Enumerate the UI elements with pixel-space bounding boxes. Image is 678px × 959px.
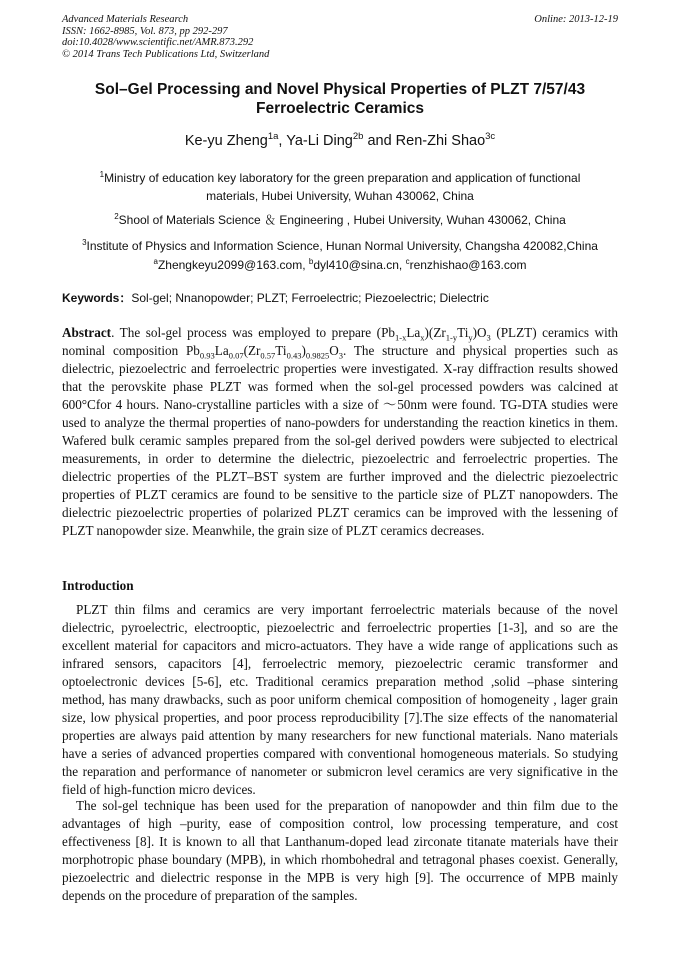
keywords-text: Sol-gel; Nnanopowder; PLZT; Ferroelectric; Piezoelectric; Dielectric (131, 291, 489, 305)
subscript: 1-y (445, 332, 458, 343)
email-a: Zhengkeyu2099@163.com, (157, 258, 309, 272)
author-separator: and (363, 132, 396, 149)
abstract-text: La (214, 343, 229, 358)
author-2: Ya-Li Ding (286, 132, 353, 149)
affiliation-3-marker: 3 (82, 238, 87, 247)
abstract-label: Abstract (62, 325, 112, 340)
affiliation-3 (62, 234, 618, 255)
author-1-marker: 1a (267, 131, 279, 142)
abstract-text: )(Zr (424, 325, 446, 340)
subscript: 0.07 (228, 350, 244, 361)
subscript: x (420, 332, 425, 343)
journal-doi: doi:10.4028/www.scientific.net/AMR.873.292 (62, 37, 254, 48)
abstract-text: . The structure and physical properties such as dielectric, piezoelectric and ferroelectric properties were investigated. X-ray diffraction results showed that the perovskite phase PLZT was formed when the sol-gel processed powders was calcined at 600°Cfor 4 hours. Nano-crystalline particles with a size of ～50nm were found. TG-DTA studies were used to analyze the thermal properties of nano-powders for understanding the reaction kinetics in them. Wafered bulk ceramic samples prepared from the sol-gel derived powders were subjected to electrical measurements, in order to determine the dielectric, piezoelectric and ferroelectric properties. The dielectric properties of the PLZT–BST system are further improved and the dielectric piezoelectric properties of PLZT ceramics are found to be sensitive to the particle size of PLZT nanopowders. The dielectric piezoelectric properties of polarized PLZT ceramics can be improved with the lessening of PLZT nanopowder size. Meanwhile, the grain size of PLZT ceramics decreases. (62, 343, 618, 538)
author-2-marker: 2b (352, 131, 364, 142)
subscript: 0.9825 (305, 350, 330, 361)
affiliation-1-line-2: materials, Hubei University, Wuhan 430062, China (206, 189, 474, 203)
introduction-paragraph-1: PLZT thin films and ceramics are very important ferroelectric materials because of the novel dielectric, pyroelectric, electrooptic, piezoelectric and ferroelectric properties [1-3], and so are the excellent material for capacitors and micro-actuators. They have a wide range of applications such as infrared sensors, capacitors [4], ferroelectric memory, piezoelectric ceramic transformer and optoelectronic devices [5-6], etc. Traditional ceramics preparation method ,solid –phase sintering method, has many drawbacks, such as poor uniform chemical composition of homogeneity , lager grain size, low physical properties, and poor process reproducibility [7].The size effects of the nanomaterial properties are always paid attention by many researchers for new functional materials. Nano materials have a series of advanced properties compared with conventional homogeneous materials. So studying the reparation and performance of nanometer or submicron level ceramics are very significative in the field of high-function micro devices. (62, 602, 618, 797)
keywords-label: Keywords： (62, 291, 132, 305)
subscript: 0.93 (199, 350, 215, 361)
journal-issn: ISSN: 1662-8985, Vol. 873, pp 292-297 (62, 25, 228, 37)
abstract-text: (Zr (243, 343, 261, 358)
email-c: renzhishao@163.com (409, 258, 527, 272)
affiliation-2-marker: 2 (114, 212, 119, 221)
email-c-marker: c (405, 257, 410, 266)
author-emails (62, 253, 618, 274)
author-separator: , (278, 132, 287, 149)
subscript: 0.43 (286, 350, 302, 361)
abstract-text: La (406, 325, 421, 340)
author-3: Ren-Zhi Shao (395, 132, 486, 149)
affiliation-1 (62, 166, 618, 205)
subscript: 3 (338, 350, 343, 361)
keywords (62, 291, 618, 306)
email-b: dyl410@sina.cn, (313, 258, 406, 272)
journal-header (62, 14, 618, 60)
paper-title (62, 80, 618, 118)
affiliation-2 (62, 208, 618, 229)
abstract-text: O (329, 343, 339, 358)
abstract-text: Ti (275, 343, 287, 358)
online-date: Online: 2013-12-19 (534, 14, 618, 25)
subscript: 1-x (395, 332, 407, 343)
affiliation-1-line-1: Ministry of education key laboratory for the green preparation and application of functional (104, 171, 581, 185)
subscript: y (468, 332, 473, 343)
abstract-text: ) (301, 343, 306, 358)
affiliation-3-text: Institute of Physics and Information Science, Hunan Normal University, Changsha 420082,China (86, 239, 598, 253)
author-3-marker: 3c (485, 131, 496, 142)
abstract-text: (PLZT) ceramics with nominal composition Pb (62, 325, 618, 358)
abstract-text: . The sol-gel process was employed to prepare (Pb (111, 325, 396, 340)
affiliation-1-marker: 1 (99, 170, 105, 179)
title-line-2: Ferroelectric Ceramics (255, 100, 424, 117)
subscript: 0.57 (260, 350, 276, 361)
introduction-paragraph-2: The sol-gel technique has been used for the preparation of nanopowder and thin film due to the advantages of high –purity, ease of composition control, low processing temperature, and cost effectiveness [8]. It is known to all that Lanthanum-doped lead zirconate titanate materials have their morphotropic phase boundary (MPB), in which rhombohedral and tetragonal phases coexist. Generally, piezoelectric and dielectric response in the MPB is very high [9]. The occurrence of MPB mainly depends on the procedure of preparation of the samples. (62, 798, 618, 903)
title-line-1: Sol–Gel Processing and Novel Physical Properties of PLZT 7/57/43 (94, 81, 586, 98)
journal-name: Advanced Materials Research (62, 14, 189, 25)
abstract-text: )O (472, 325, 487, 340)
author-1: Ke-yu Zheng (184, 132, 268, 149)
abstract (62, 324, 618, 540)
affiliation-2-text: Shool of Materials Science ＆ Engineering , Hubei University, Wuhan 430062, China (118, 213, 566, 227)
subscript: 3 (486, 332, 491, 343)
abstract-text: Ti (457, 325, 469, 340)
email-a-marker: a (153, 257, 158, 266)
journal-copyright: © 2014 Trans Tech Publications Ltd, Switzerland (62, 48, 270, 60)
introduction-heading: Introduction (62, 578, 134, 593)
author-list (62, 128, 618, 150)
email-b-marker: b (308, 257, 314, 266)
